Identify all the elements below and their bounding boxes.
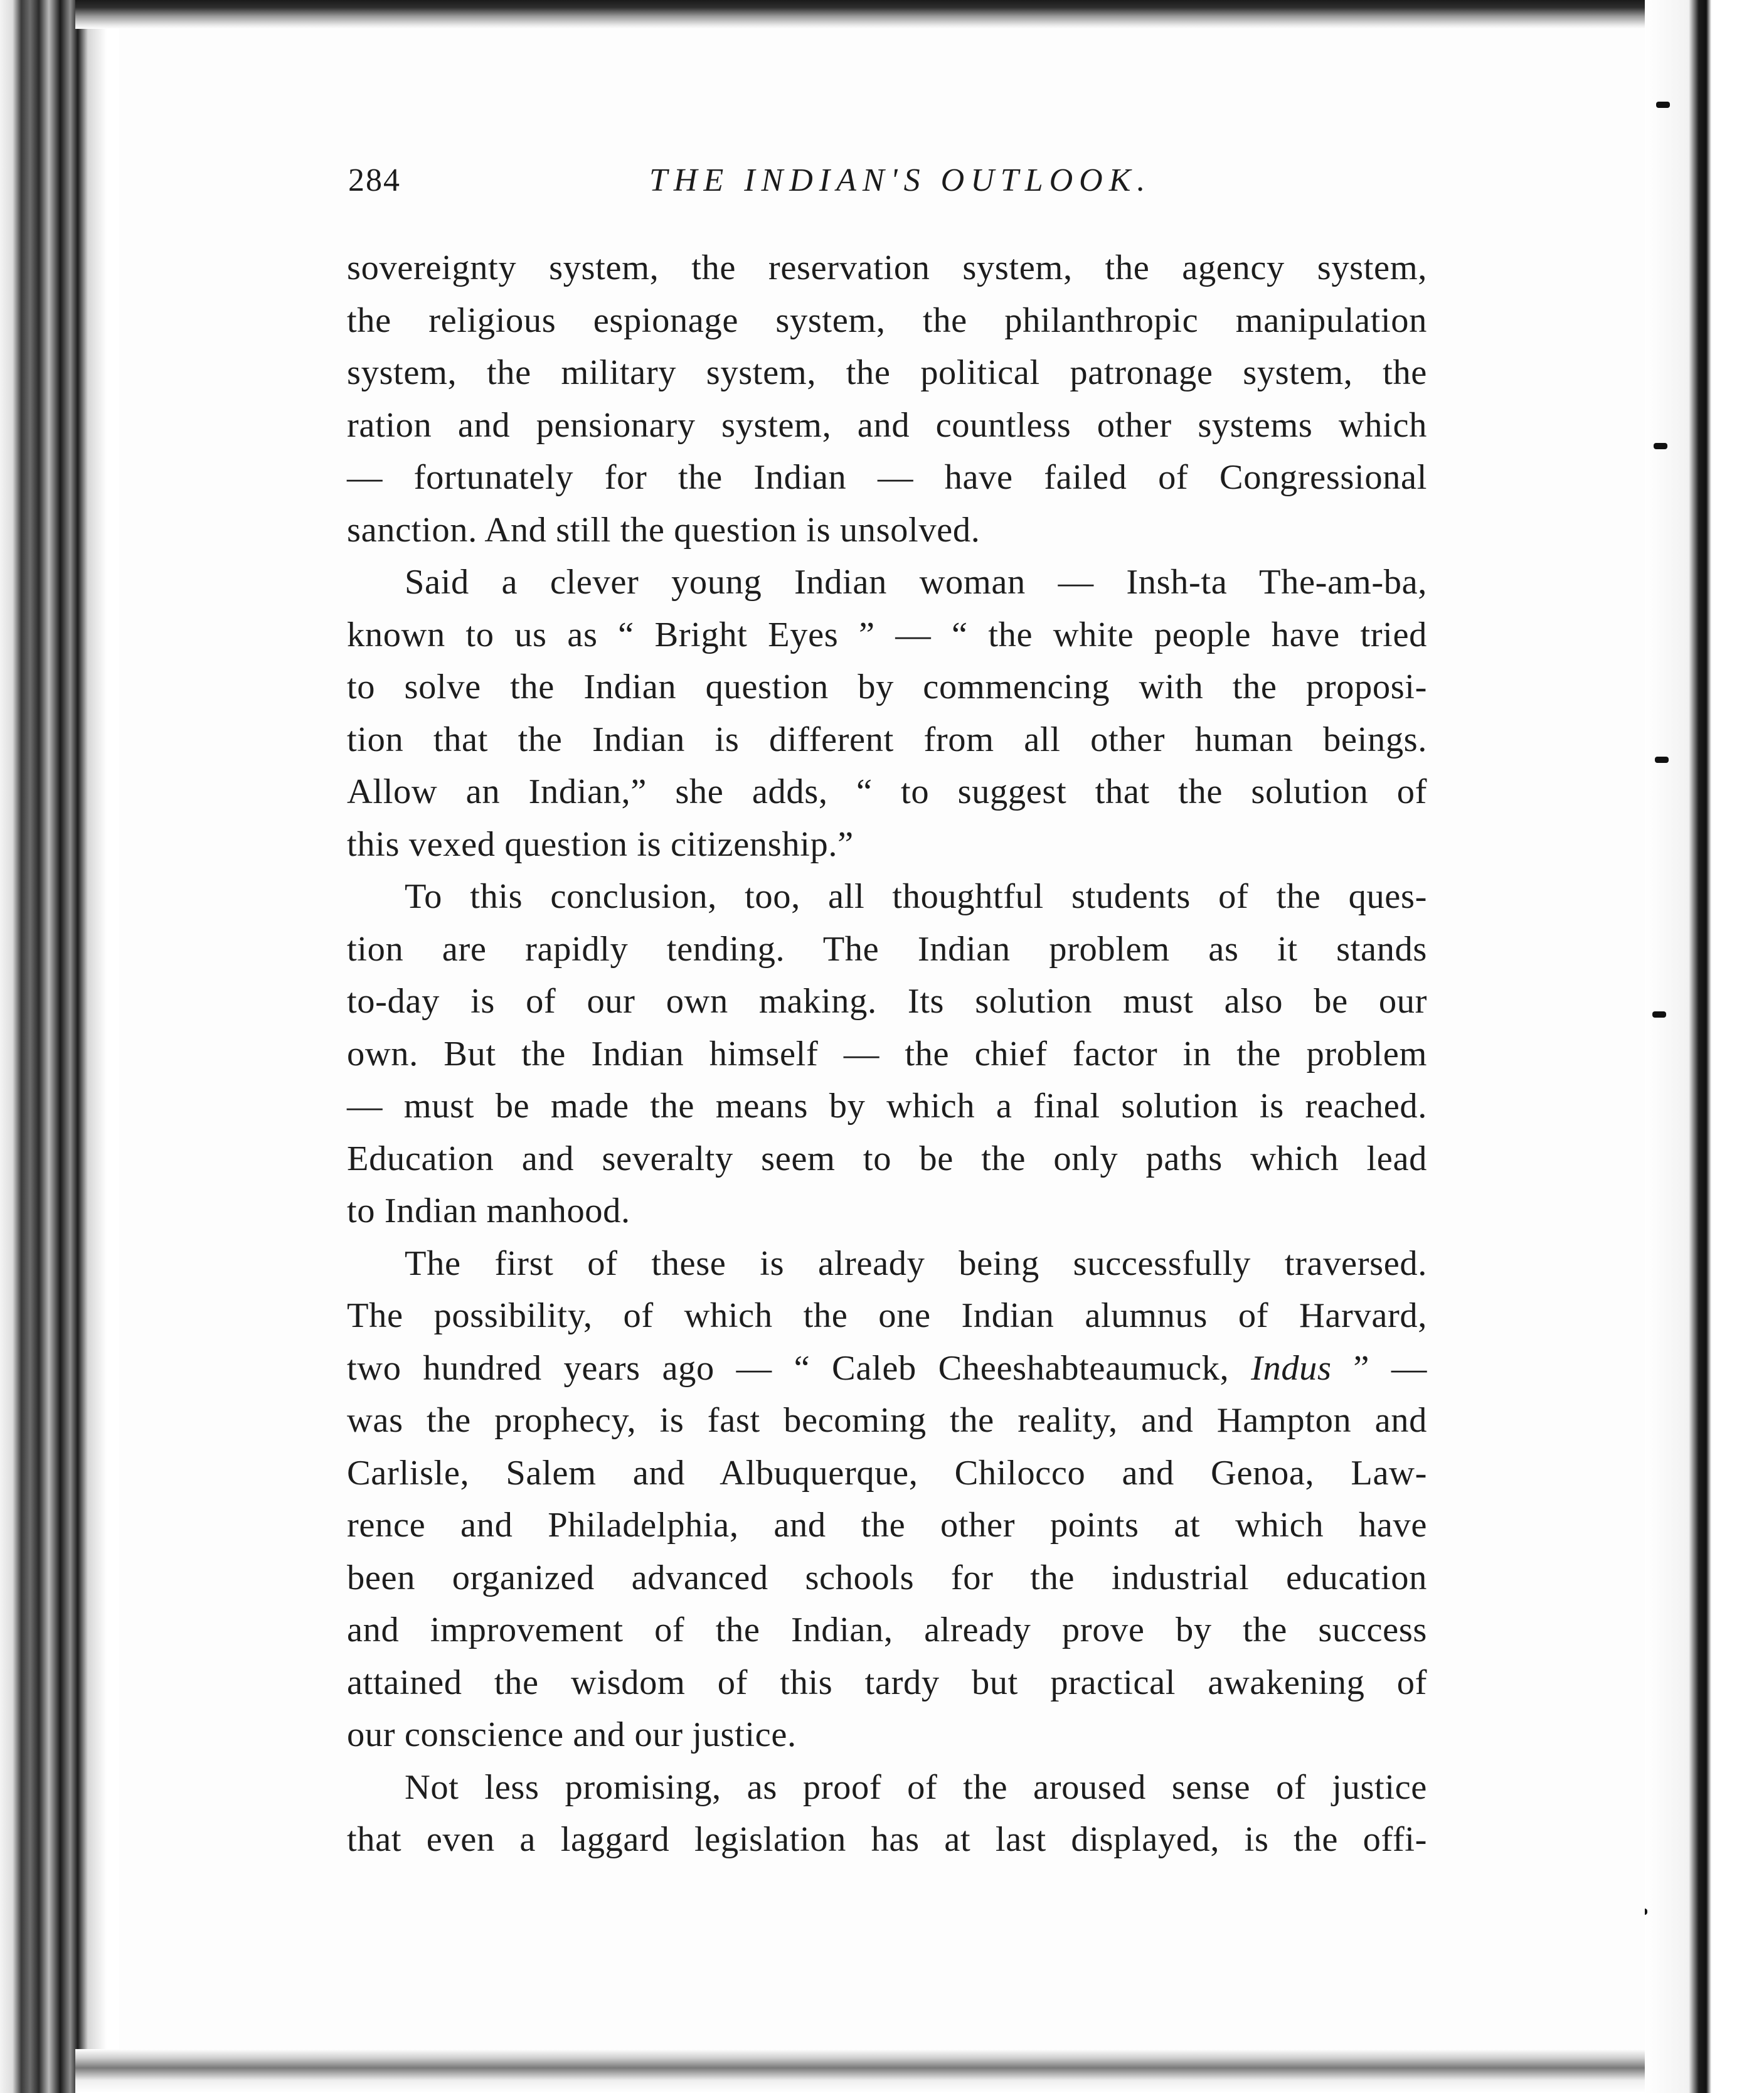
text-line: rence and Philadelphia, and the other points at which have <box>347 1506 1427 1545</box>
text-line: — must be made the means by which a final solution is reached. <box>347 1087 1427 1126</box>
page <box>119 29 1645 2049</box>
text-line: and improvement of the Indian, already prove by the success <box>347 1611 1427 1649</box>
book-edge-bottom <box>75 2049 1681 2093</box>
text-line: sanction. And still the question is unsolved. <box>347 510 980 550</box>
text-line: to-day is of our own making. Its solution must also be our <box>347 982 1427 1021</box>
text-line: attained the wisdom of this tardy but practical awakening of <box>347 1663 1427 1702</box>
paragraph-5 <box>347 1762 1427 1867</box>
text-line: system, the military system, the political patronage system, the <box>347 353 1427 392</box>
italic-word: Indus <box>1251 1348 1332 1388</box>
body-text <box>347 242 1427 1867</box>
text-line: our conscience and our justice. <box>347 1715 797 1754</box>
text-line: ration and pensionary system, and countless other systems which <box>347 405 1427 445</box>
binding-thread-mark <box>1652 1011 1666 1018</box>
text-line: Allow an Indian,” she adds, “ to suggest that the solution of <box>347 772 1427 811</box>
text-line: — fortunately for the Indian — have failed of Congressional <box>347 458 1427 497</box>
text-line: been organized advanced schools for the industrial education <box>347 1558 1427 1597</box>
paragraph-1 <box>347 242 1427 557</box>
book-gutter-edge-right <box>1645 0 1764 2093</box>
text-line: was the prophecy, is fast becoming the reality, and Hampton and <box>347 1401 1427 1440</box>
text-line: known to us as “ Bright Eyes ” — “ the white people have tried <box>347 615 1427 654</box>
text-line: Not less promising, as proof of the aroused sense of justice <box>405 1767 1427 1807</box>
text-segment: two hundred years ago — “ Caleb Cheeshabteaumuck, <box>347 1348 1251 1388</box>
text-line: to Indian manhood. <box>347 1191 630 1230</box>
paragraph-2 <box>347 557 1427 871</box>
page-number: 284 <box>348 162 401 198</box>
binding-thread-mark <box>1654 443 1667 449</box>
book-binding-edge-left <box>0 0 119 2093</box>
text-line: The possibility, of which the one Indian alumnus of Harvard, <box>347 1296 1427 1335</box>
paragraph-3 <box>347 871 1427 1238</box>
text-line: Said a clever young Indian woman — Insh-ta The-am-ba, <box>405 563 1427 602</box>
text-line: this vexed question is citizenship.” <box>347 824 854 864</box>
text-line: that even a laggard legislation has at last displayed, is the offi- <box>347 1820 1427 1859</box>
text-line: To this conclusion, too, all thoughtful students of the ques- <box>405 877 1427 916</box>
text-line: tion that the Indian is different from all other human beings. <box>347 720 1427 759</box>
text-line: the religious espionage system, the philanthropic manipulation <box>347 301 1427 340</box>
text-line-with-italic <box>347 1343 1427 1395</box>
text-line: Carlisle, Salem and Albuquerque, Chilocco and Genoa, Law- <box>347 1453 1427 1493</box>
paragraph-4 <box>347 1238 1427 1762</box>
book-edge-top <box>75 0 1681 29</box>
text-line: Education and severalty seem to be the only paths which lead <box>347 1139 1427 1178</box>
running-head <box>348 162 1458 212</box>
text-line: to solve the Indian question by commencing with the proposi- <box>347 668 1427 706</box>
binding-thread-mark <box>1655 757 1669 763</box>
text-line: The first of these is already being successfully traversed. <box>405 1244 1427 1283</box>
binding-thread-mark <box>1656 102 1670 108</box>
text-line: sovereignty system, the reservation system, the agency system, <box>347 248 1427 287</box>
text-line: own. But the Indian himself — the chief factor in the problem <box>347 1034 1427 1073</box>
text-line: tion are rapidly tending. The Indian problem as it stands <box>347 929 1427 969</box>
text-segment: ” — <box>1331 1348 1428 1388</box>
running-title: THE INDIAN'S OUTLOOK. <box>649 162 1152 198</box>
